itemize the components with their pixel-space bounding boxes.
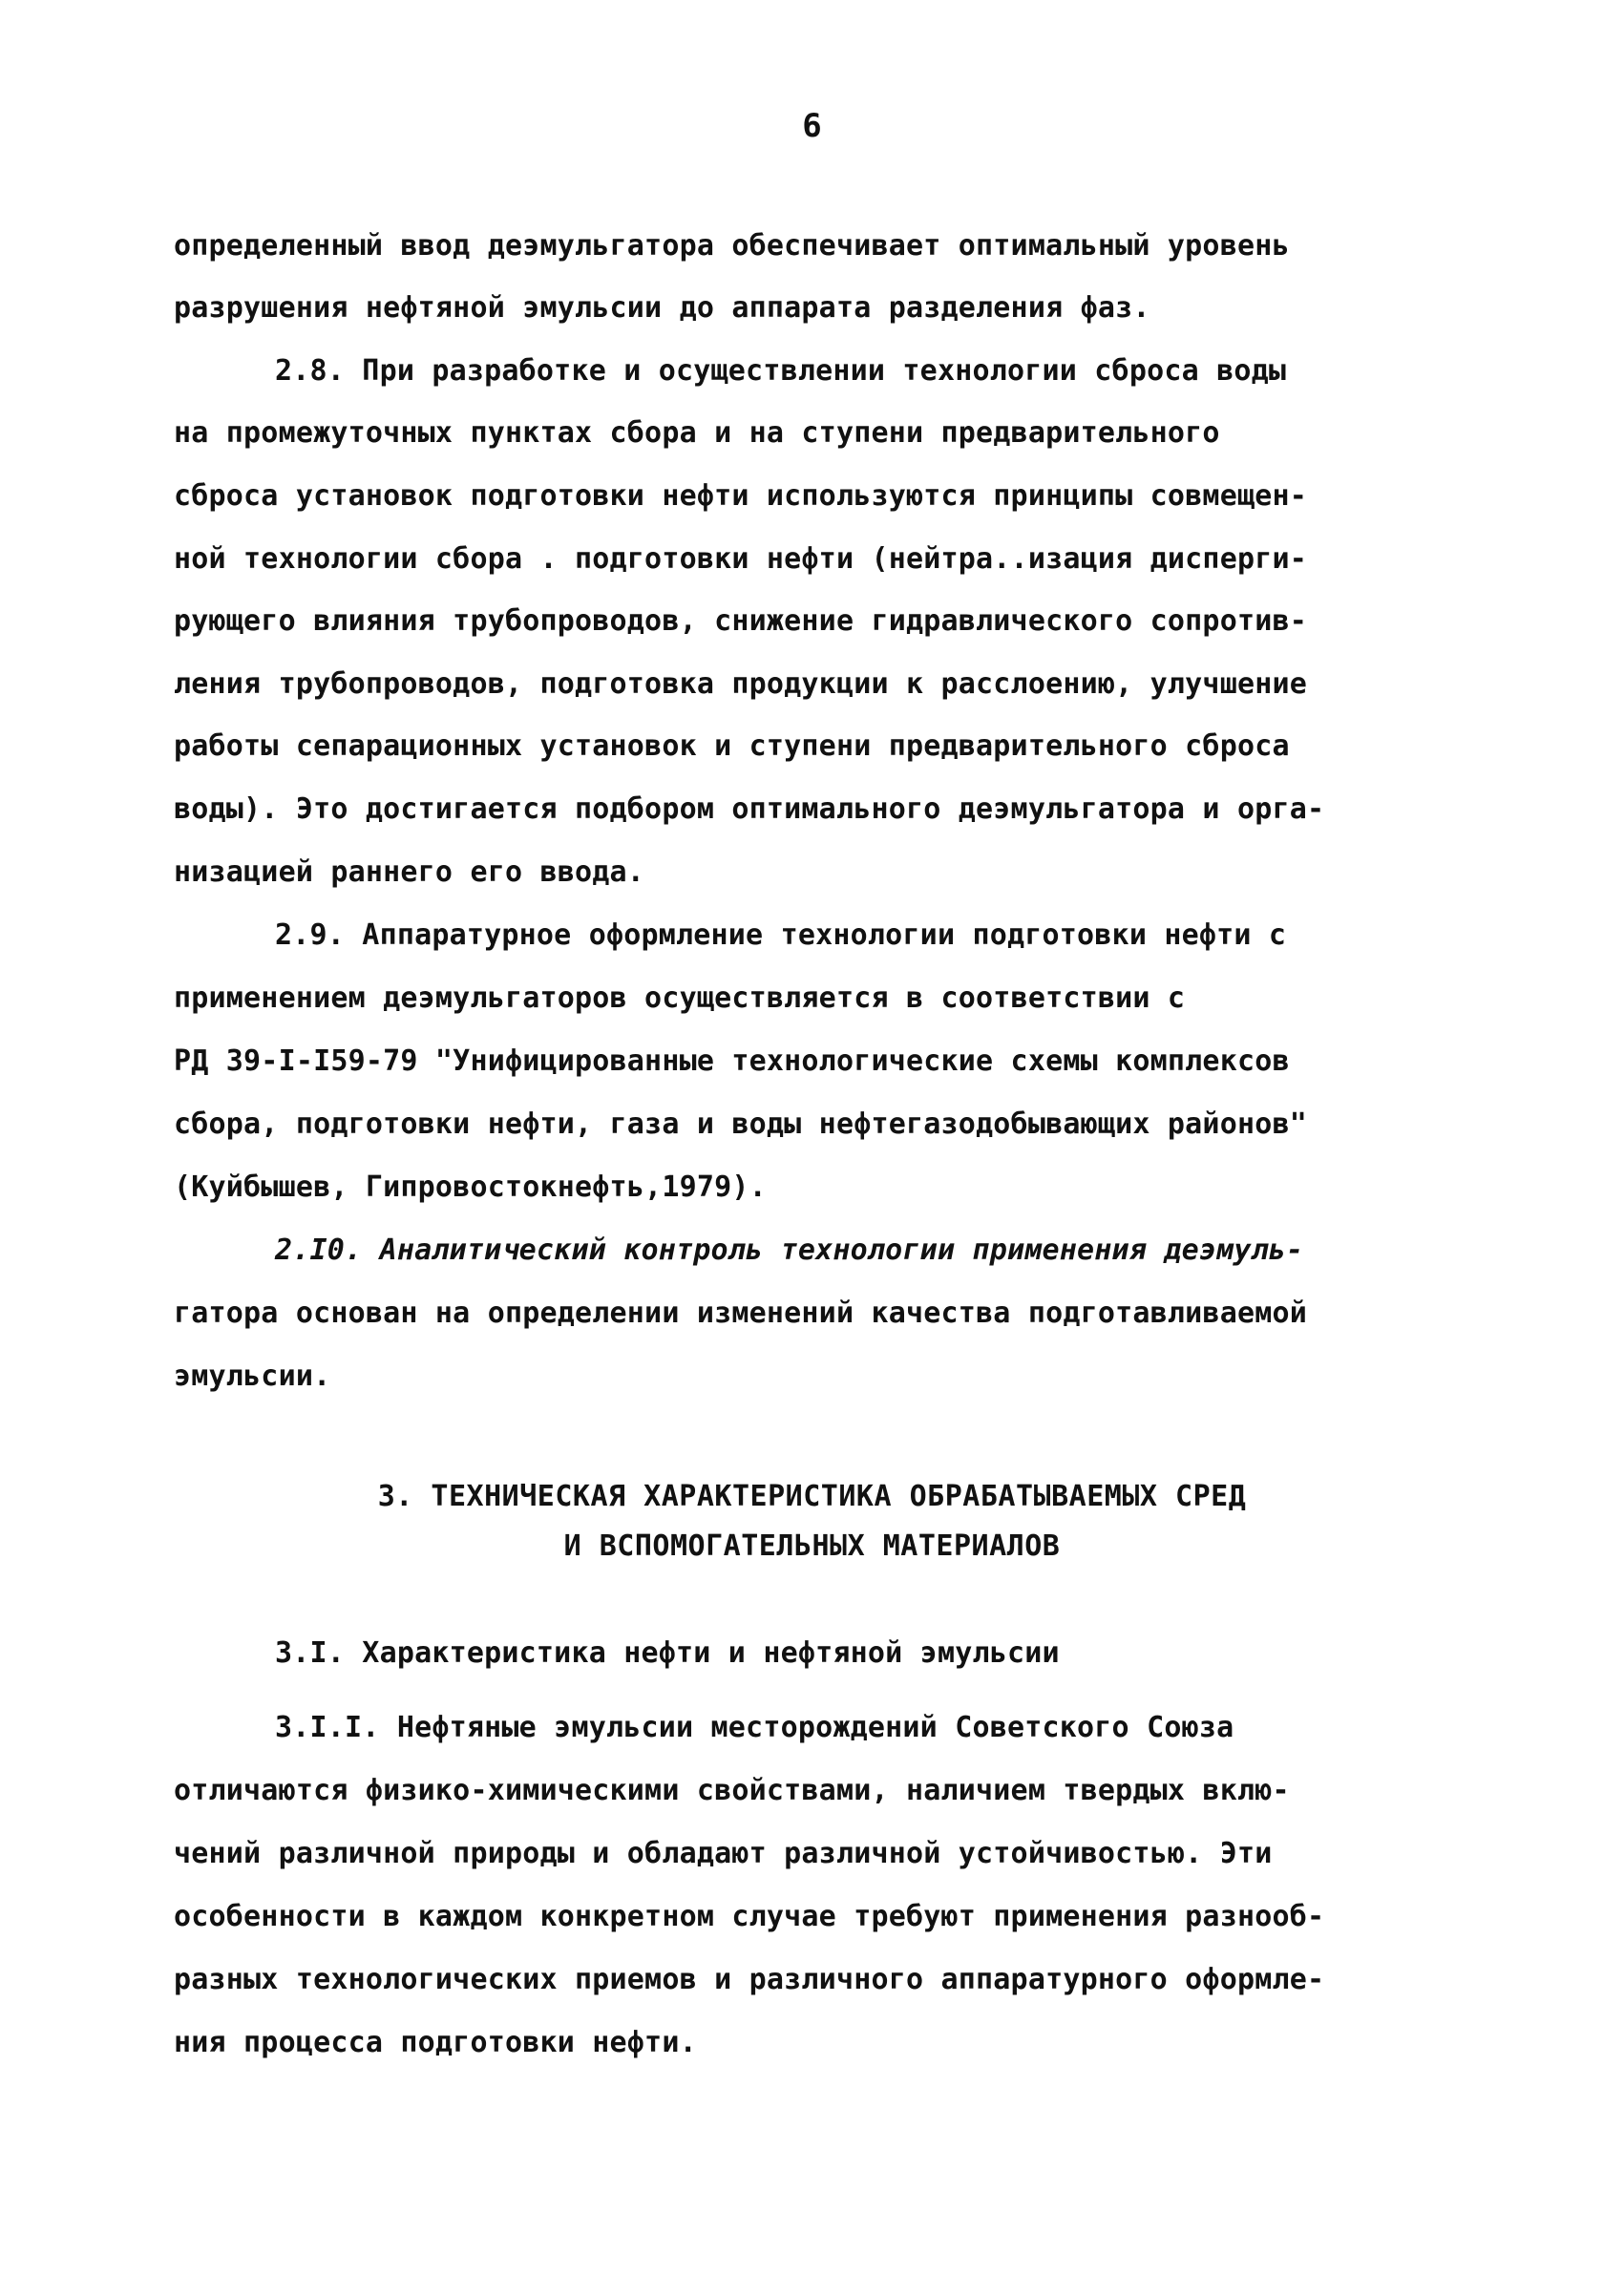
text-line: сбора, подготовки нефти, газа и воды нефтегазодобывающих районов" xyxy=(174,1107,1307,1141)
subheading-3-1: 3.I. Характеристика нефти и нефтяной эмульсии xyxy=(275,1636,1060,1670)
section-heading-line-2: И ВСПОМОГАТЕЛЬНЫХ МАТЕРИАЛОВ xyxy=(563,1529,1061,1563)
text-line: эмульсии. xyxy=(174,1360,331,1393)
text-line: сброса установок подготовки нефти используются принципы совмещен- xyxy=(174,479,1307,513)
text-line: чений различной природы и обладают различной устойчивостью. Эти xyxy=(174,1837,1273,1870)
text-line: ления трубопроводов, подготовка продукции к расслоению, улучшение xyxy=(174,667,1307,701)
text-line: на промежуточных пунктах сбора и на ступени предварительного xyxy=(174,416,1220,450)
text-line: низацией раннего его ввода. xyxy=(174,855,645,889)
text-line: отличаются физико-химическими свойствами, наличием твердых вклю- xyxy=(174,1774,1290,1807)
text-line: (Куйбышев, Гипровостокнефть,1979). xyxy=(174,1170,767,1204)
text-line: ния процесса подготовки нефти. xyxy=(174,2026,697,2059)
paragraph-2-9-first-line: 2.9. Аппаратурное оформление технологии подготовки нефти с xyxy=(275,918,1287,952)
text-line: работы сепарационных установок и ступени предварительного сброса xyxy=(174,729,1290,763)
text-line: РД 39-I-I59-79 "Унифицированные технологические схемы комплексов xyxy=(174,1044,1290,1078)
paragraph-2-8-first-line: 2.8. При разработке и осуществлении технологии сброса воды xyxy=(275,354,1287,388)
text-line: разных технологических приемов и различного аппаратурного оформле- xyxy=(174,1963,1325,1996)
text-line: применением деэмульгаторов осуществляется в соответствии с xyxy=(174,981,1186,1015)
text-line: особенности в каждом конкретном случае требуют применения разнооб- xyxy=(174,1900,1325,1933)
text-line: воды). Это достигается подбором оптимального деэмульгатора и орга- xyxy=(174,792,1325,826)
text-line: разрушения нефтяной эмульсии до аппарата разделения фаз. xyxy=(174,291,1150,325)
page-number: 6 xyxy=(802,107,822,145)
text-line: ной технологии сбора . подготовки нефти (нейтра..изация дисперги- xyxy=(174,542,1307,576)
paragraph-2-10-first-line: 2.I0. Аналитический контроль технологии применения деэмуль- xyxy=(275,1233,1304,1267)
text-line: гатора основан на определении изменений качества подготавливаемой xyxy=(174,1297,1307,1330)
paragraph-3-1-1-first-line: 3.I.I. Нефтяные эмульсии месторождений Советского Союза xyxy=(275,1711,1234,1744)
text-line: рующего влияния трубопроводов, снижение гидравлического сопротив- xyxy=(174,604,1307,638)
section-heading-line-1: 3. ТЕХНИЧЕСКАЯ ХАРАКТЕРИСТИКА ОБРАБАТЫВАЕМЫХ СРЕД xyxy=(377,1480,1247,1513)
text-line: определенный ввод деэмульгатора обеспечивает оптимальный уровень xyxy=(174,229,1290,263)
